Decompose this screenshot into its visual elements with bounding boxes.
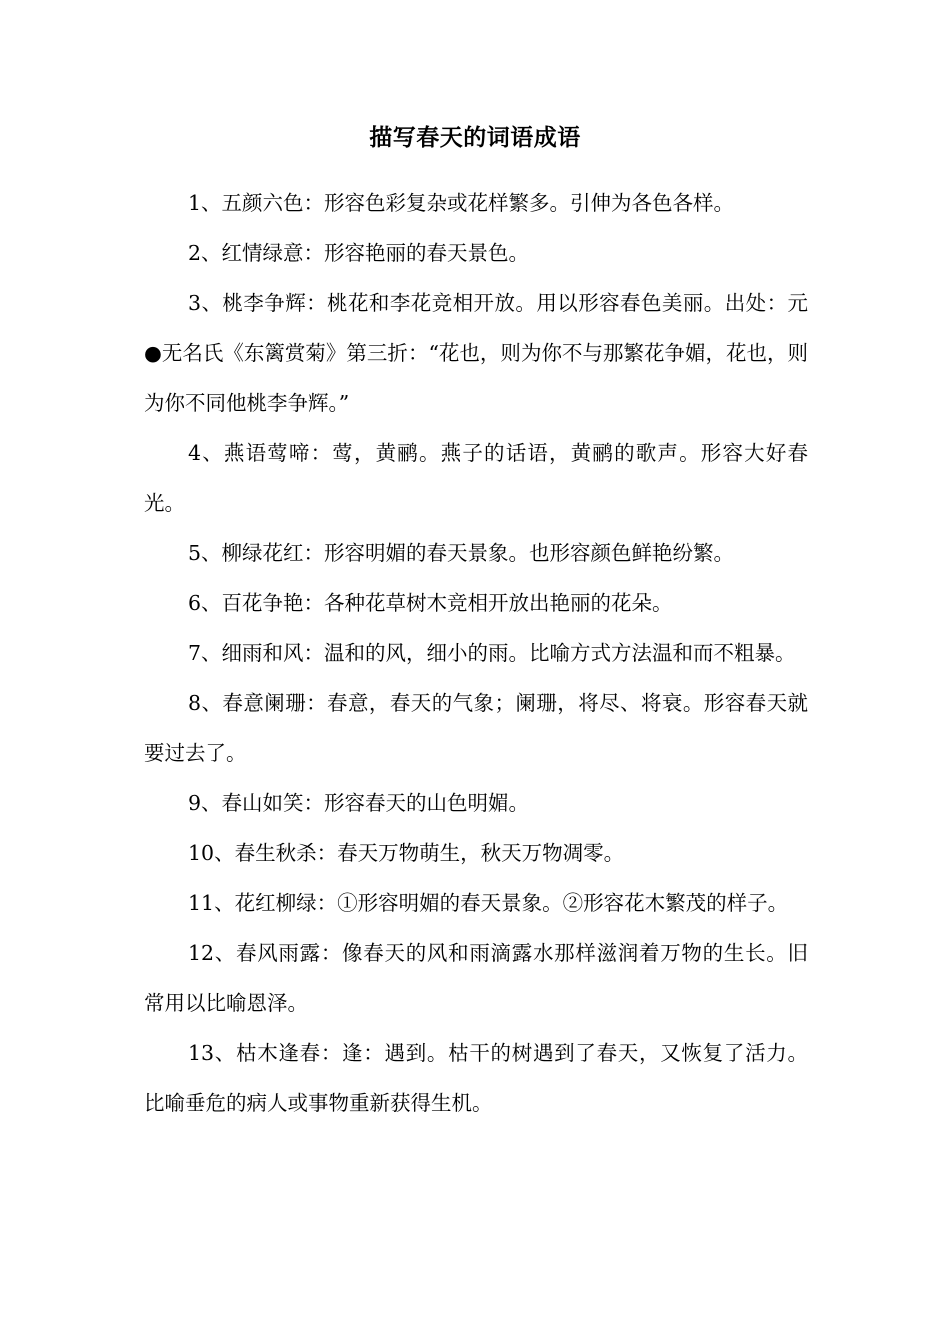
list-item: 13、枯木逢春：逢：遇到。枯干的树遇到了春天，又恢复了活力。比喻垂危的病人或事物重新获得生机。 bbox=[144, 1041, 808, 1115]
list-item: 5、柳绿花红：形容明媚的春天景象。也形容颜色鲜艳纷繁。 bbox=[188, 541, 735, 565]
list-item: 12、春风雨露：像春天的风和雨滴露水那样滋润着万物的生长。旧常用以比喻恩泽。 bbox=[144, 941, 808, 1015]
entry-list bbox=[144, 178, 808, 1128]
list-item: 6、百花争艳：各种花草树木竞相开放出艳丽的花朵。 bbox=[188, 591, 673, 615]
list-item: 7、细雨和风：温和的风，细小的雨。比喻方式方法温和而不粗暴。 bbox=[188, 641, 796, 665]
list-item: 3、桃李争辉：桃花和李花竞相开放。用以形容春色美丽。出处：元●无名氏《东篱赏菊》第三折：“花也，则为你不与那繁花争媚，花也，则为你不同他桃李争辉。” bbox=[144, 291, 808, 415]
page-title: 描写春天的词语成语 bbox=[369, 124, 581, 151]
list-item: 2、红情绿意：形容艳丽的春天景色。 bbox=[188, 241, 530, 265]
list-item: 8、春意阑珊：春意，春天的气象；阑珊，将尽、将衰。形容春天就要过去了。 bbox=[144, 691, 808, 765]
list-item: 11、花红柳绿：①形容明媚的春天景象。②形容花木繁茂的样子。 bbox=[188, 891, 789, 915]
list-item: 4、燕语莺啼：莺，黄鹂。燕子的话语，黄鹂的歌声。形容大好春光。 bbox=[144, 441, 808, 515]
list-item: 1、五颜六色：形容色彩复杂或花样繁多。引伸为各色各样。 bbox=[188, 191, 735, 215]
list-item: 9、春山如笑：形容春天的山色明媚。 bbox=[188, 791, 530, 815]
list-item: 10、春生秋杀：春天万物萌生，秋天万物凋零。 bbox=[188, 841, 625, 865]
